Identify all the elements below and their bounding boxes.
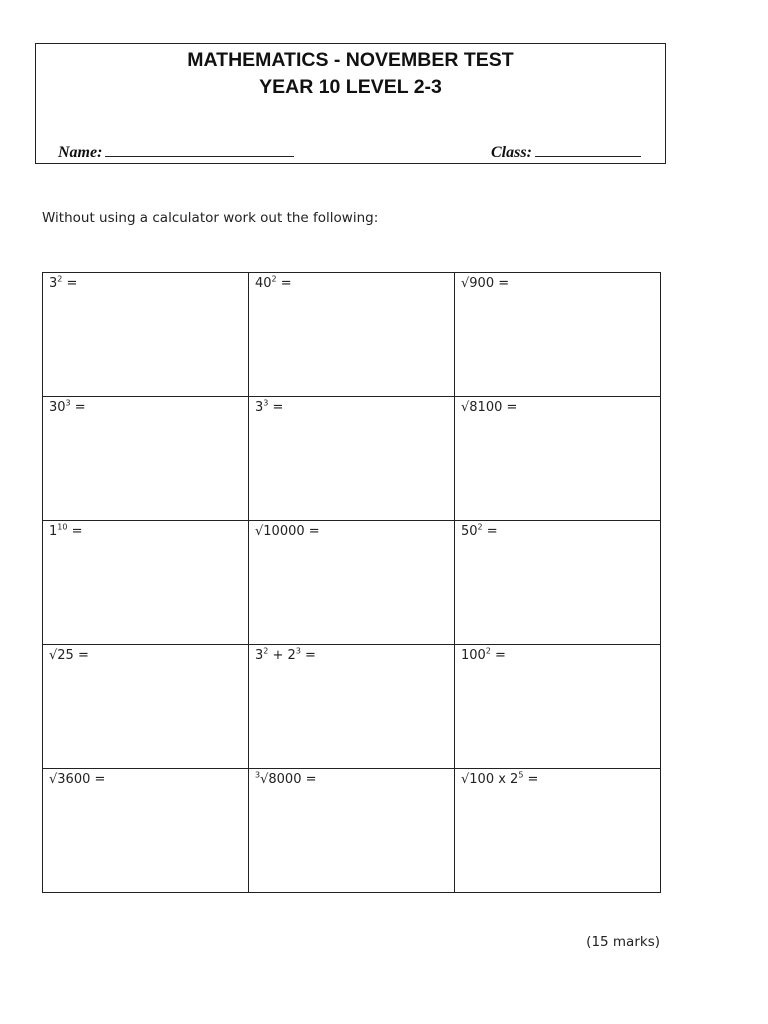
class-blank-line[interactable]: [535, 142, 641, 157]
question-cell-9[interactable]: $50^2$ =: [455, 521, 661, 645]
question-cell-15[interactable]: √100 x $2^5$ =: [455, 769, 661, 893]
question-cell-11[interactable]: $3^2 + 2^3$ =: [249, 645, 455, 769]
question-row: [43, 769, 661, 893]
question-row: [43, 273, 661, 397]
question-cell-14[interactable]: $^3$√8000 =: [249, 769, 455, 893]
question-row: [43, 645, 661, 769]
question-cell-6[interactable]: √8100 =: [455, 397, 661, 521]
test-subtitle: YEAR 10 LEVEL 2-3: [259, 76, 442, 98]
question-cell-5[interactable]: $3^3$ =: [249, 397, 455, 521]
question-cell-7[interactable]: $1^{10}$ =: [43, 521, 249, 645]
class-field[interactable]: [491, 142, 641, 162]
question-row: [43, 397, 661, 521]
class-label: Class:: [491, 144, 532, 161]
question-cell-4[interactable]: $30^3$ =: [43, 397, 249, 521]
question-cell-12[interactable]: $100^2$ =: [455, 645, 661, 769]
test-title: MATHEMATICS - NOVEMBER TEST: [187, 49, 514, 71]
name-blank-line[interactable]: [105, 142, 294, 157]
questions-grid: [42, 272, 661, 893]
question-cell-8[interactable]: √10000 =: [249, 521, 455, 645]
question-cell-10[interactable]: √25 =: [43, 645, 249, 769]
question-cell-2[interactable]: $40^2$ =: [249, 273, 455, 397]
instruction-text: Without using a calculator work out the following:: [42, 210, 379, 226]
total-marks: (15 marks): [586, 934, 660, 950]
question-cell-1[interactable]: $3^2$ =: [43, 273, 249, 397]
name-field[interactable]: [58, 142, 294, 162]
test-header-box: [35, 43, 666, 164]
question-cell-13[interactable]: √3600 =: [43, 769, 249, 893]
name-label: Name:: [58, 144, 103, 161]
question-cell-3[interactable]: √900 =: [455, 273, 661, 397]
question-row: [43, 521, 661, 645]
